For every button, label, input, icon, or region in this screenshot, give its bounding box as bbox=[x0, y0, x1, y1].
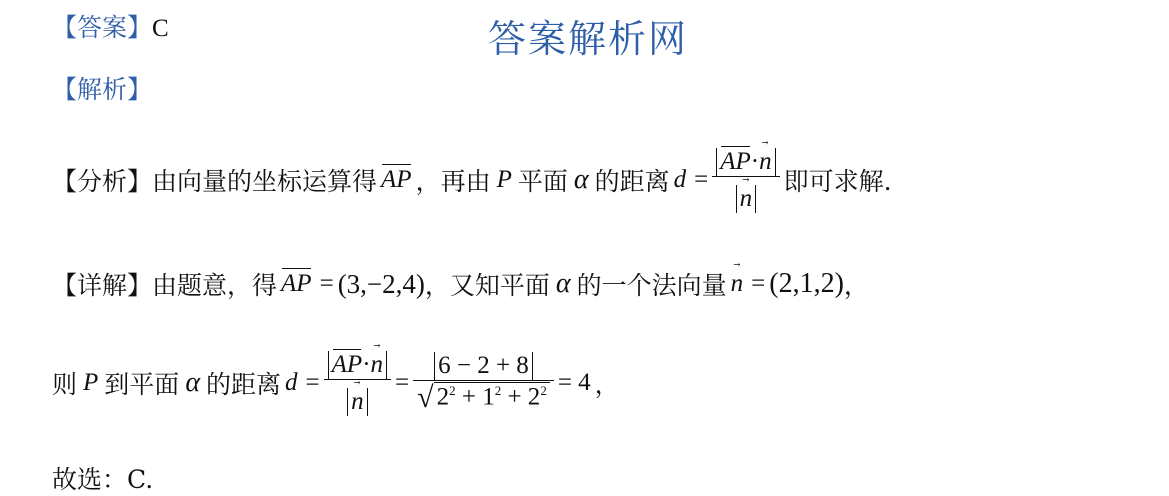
fenxi-text4: 的距离 bbox=[594, 167, 670, 196]
result-eq1: = bbox=[305, 369, 320, 396]
answer-label: 【答案】 bbox=[52, 13, 153, 42]
fenxi-label: 【分析】 bbox=[52, 167, 153, 196]
result-alpha: α bbox=[185, 367, 201, 398]
xiangjie-alpha: α bbox=[555, 268, 571, 299]
xiangjie-n: → n bbox=[731, 270, 744, 298]
xiangjie-line bbox=[52, 264, 869, 304]
result-frac1-den-n: → n bbox=[351, 388, 364, 416]
result-text3: 的距离 bbox=[206, 370, 282, 399]
result-eq3: = 4 bbox=[557, 369, 591, 396]
xiangjie-comma: ， bbox=[843, 271, 869, 300]
xiangjie-text1: 由题意，得 bbox=[152, 271, 278, 300]
result-fraction-1 bbox=[324, 351, 391, 416]
result-text2: 到平面 bbox=[104, 370, 180, 399]
result-eq2: = bbox=[395, 369, 410, 396]
fenxi-alpha: α bbox=[573, 164, 589, 195]
fenxi-frac-n: → n bbox=[759, 148, 772, 176]
watermark-title: 答案解析网 bbox=[488, 17, 689, 61]
xiangjie-label: 【详解】 bbox=[52, 271, 153, 300]
result-frac1-AP: AP bbox=[331, 350, 363, 378]
result-fraction-2: $\frac{6 - 2 + 8}{√ 2^2 + 1^2 + 2^2}$ bbox=[413, 352, 554, 415]
xiangjie-eq1: = bbox=[319, 270, 334, 297]
analysis-header: 【解析】 bbox=[52, 75, 153, 104]
fenxi-P: P bbox=[496, 166, 512, 193]
fenxi-line bbox=[52, 130, 892, 230]
fenxi-text5: 即可求解. bbox=[783, 167, 892, 196]
fenxi-vec-AP: AP bbox=[381, 166, 412, 193]
result-d: d bbox=[285, 369, 298, 396]
conclusion: 故选：C. bbox=[52, 465, 154, 494]
fenxi-text3: 平面 bbox=[517, 167, 568, 196]
fenxi-text1: 由向量的坐标运算得 bbox=[152, 167, 378, 196]
result-frac1-n: → n bbox=[371, 351, 384, 379]
fenxi-d: d bbox=[673, 166, 687, 193]
fenxi-fraction bbox=[712, 148, 779, 213]
fenxi-eq: = bbox=[694, 166, 709, 193]
fenxi-frac-AP: AP bbox=[720, 147, 751, 175]
result-P: P bbox=[83, 369, 99, 396]
xiangjie-text3: 的一个法向量 bbox=[576, 271, 727, 300]
xiangjie-ap-value: (3,−2,4) bbox=[337, 268, 425, 299]
result-line bbox=[52, 333, 620, 433]
result-frac2-num: 6 − 2 + 8 bbox=[434, 352, 533, 380]
xiangjie-vec-AP: AP bbox=[281, 270, 312, 297]
fenxi-frac-den-n: → n bbox=[740, 185, 753, 213]
xiangjie-n-value: (2,1,2) bbox=[769, 268, 844, 299]
result-frac2-den: $2^2 + 1^2 + 2^2$ bbox=[434, 382, 550, 411]
fenxi-text2: ，再由 bbox=[415, 167, 491, 196]
answer-value: C bbox=[152, 15, 169, 42]
xiangjie-text2: ，又知平面 bbox=[424, 271, 550, 300]
result-comma: ， bbox=[594, 370, 620, 399]
answer-line bbox=[52, 8, 169, 44]
fenxi-frac-dot: · bbox=[750, 147, 760, 175]
result-text1: 则 bbox=[52, 370, 78, 399]
result-frac1-dot: · bbox=[362, 350, 371, 378]
xiangjie-eq2: = bbox=[751, 270, 766, 297]
